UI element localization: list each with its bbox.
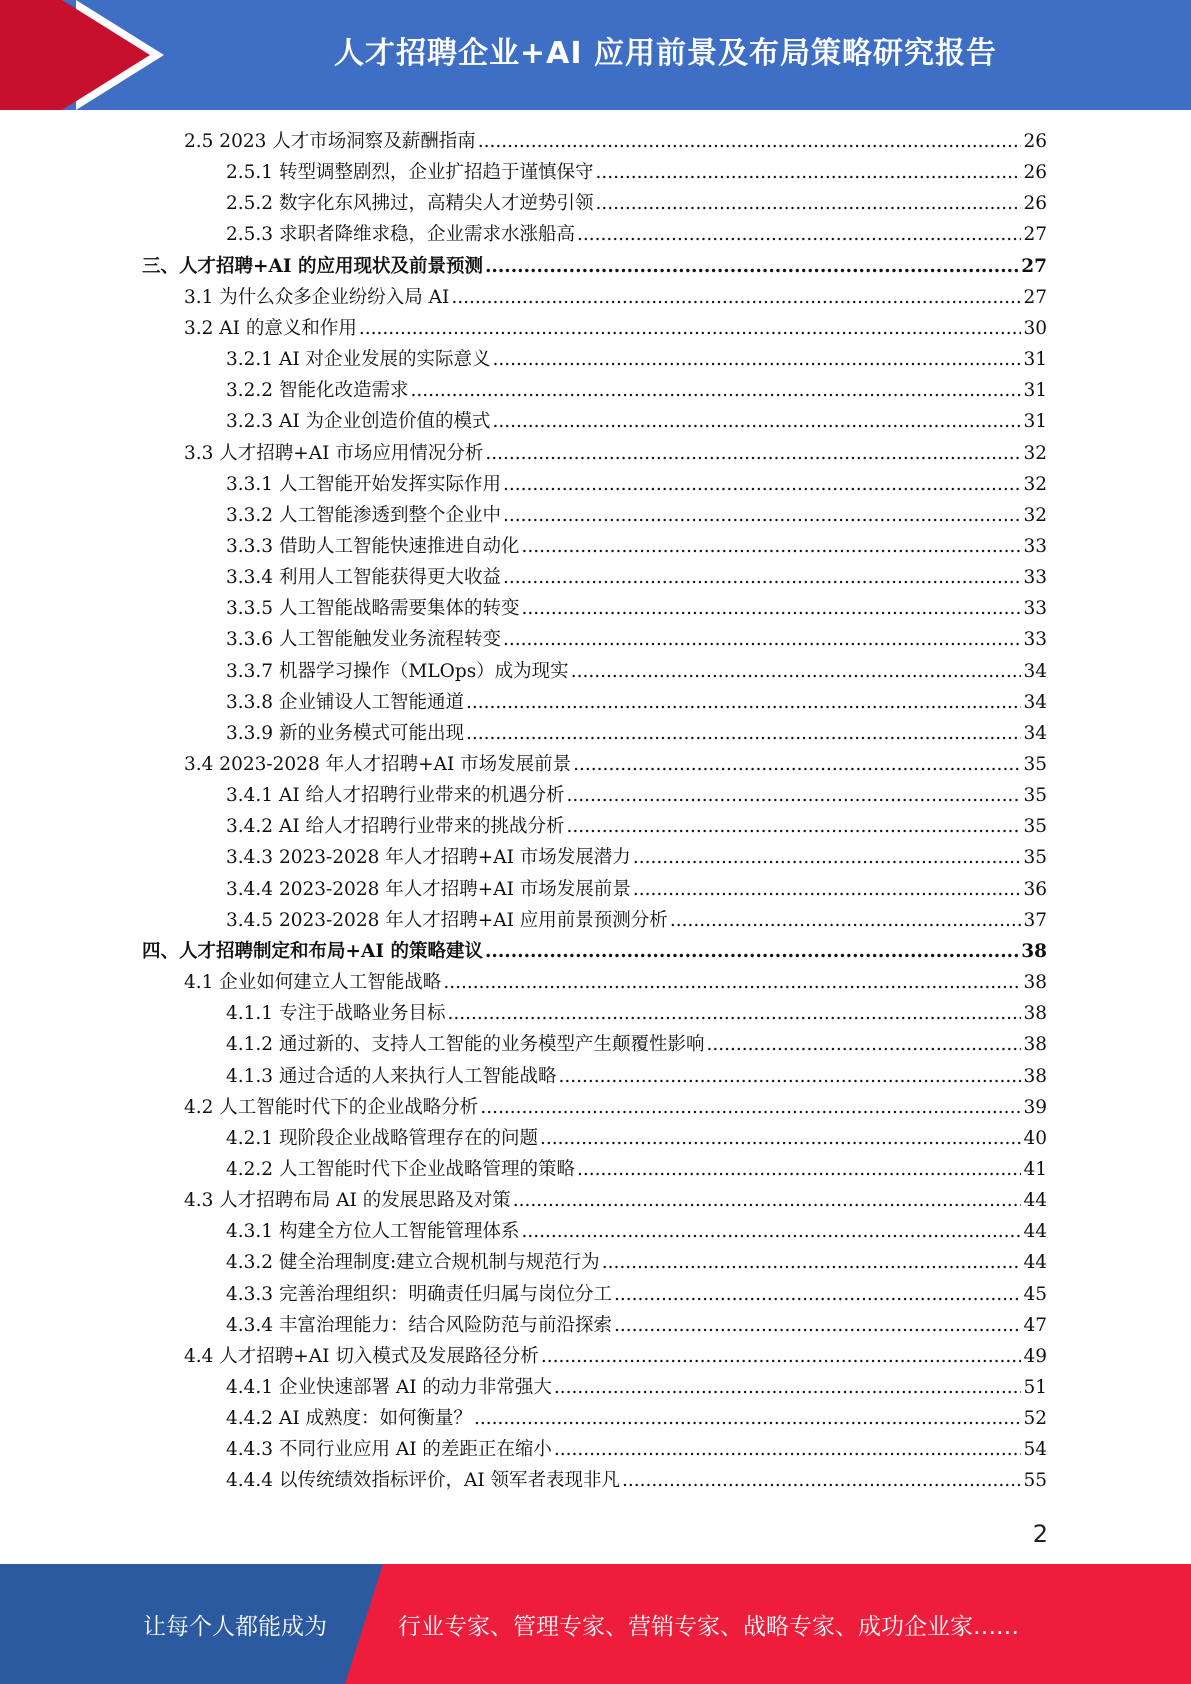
header-red-block [0, 0, 62, 110]
toc-entry[interactable] [142, 936, 1047, 967]
toc-leader-dots [474, 1403, 1021, 1434]
toc-entry-page: 35 [1023, 785, 1047, 807]
toc-entry[interactable] [226, 1279, 1047, 1310]
toc-entry-title: 2.5 2023 人才市场洞察及薪酬指南 [184, 131, 476, 152]
toc-leader-dots [521, 1216, 1021, 1247]
page-header [0, 0, 1191, 110]
toc-leader-dots [577, 1154, 1021, 1185]
toc-entry[interactable] [226, 157, 1047, 188]
toc-entry-title: 3.2.2 智能化改造需求 [226, 380, 409, 402]
toc-entry-page: 32 [1023, 442, 1047, 464]
toc-entry-title: 3.3 人才招聘+AI 市场应用情况分析 [184, 442, 484, 464]
toc-entry-title: 4.4 人才招聘+AI 切入模式及发展路径分析 [184, 1345, 539, 1367]
toc-entry-page: 35 [1023, 754, 1047, 775]
toc-entry-page: 37 [1023, 909, 1047, 931]
toc-leader-dots [503, 624, 1021, 655]
toc-leader-dots [359, 313, 1022, 344]
toc-entry-page: 38 [1023, 972, 1047, 994]
toc-leader-dots [513, 1185, 1022, 1216]
toc-entry[interactable] [226, 624, 1047, 655]
toc-entry[interactable] [226, 375, 1047, 406]
toc-entry-page: 54 [1023, 1439, 1047, 1461]
toc-entry-title: 3.3.3 借助人工智能快速推进自动化 [226, 535, 520, 557]
toc-entry-title: 4.1.1 专注于战略业务目标 [226, 1003, 446, 1025]
toc-entry[interactable] [226, 842, 1047, 873]
toc-entry[interactable] [226, 531, 1047, 562]
toc-entry-title: 4.1.2 通过新的、支持人工智能的业务模型产生颠覆性影响 [226, 1034, 705, 1056]
toc-leader-dots [503, 500, 1021, 531]
toc-leader-dots [558, 1061, 1021, 1092]
footer-slogan-right: 行业专家、管理专家、营销专家、战略专家、成功企业家…… [398, 1613, 1019, 1640]
toc-entry-title: 3.2.1 AI 对企业发展的实际意义 [226, 349, 491, 371]
toc-entry[interactable] [142, 251, 1047, 282]
toc-entry-title: 3.3.8 企业铺设人工智能通道 [226, 691, 464, 713]
toc-entry-page: 35 [1023, 847, 1047, 869]
toc-entry-page: 34 [1023, 691, 1047, 713]
toc-entry-page: 51 [1023, 1377, 1047, 1398]
toc-leader-dots [577, 219, 1021, 250]
toc-entry[interactable] [184, 126, 1047, 157]
page-number: 2 [1032, 1520, 1048, 1548]
toc-entry-page: 40 [1023, 1127, 1047, 1149]
toc-entry-title: 4.1 企业如何建立人工智能战略 [184, 972, 442, 994]
toc-entry[interactable] [226, 188, 1047, 219]
toc-leader-dots [573, 749, 1021, 780]
toc-entry-title: 3.4.2 AI 给人才招聘行业带来的挑战分析 [226, 816, 565, 838]
toc-leader-dots [614, 1310, 1021, 1341]
toc-entry-title: 4.3.4 丰富治理能力：结合风险防范与前沿探索 [226, 1314, 612, 1336]
toc-entry[interactable] [226, 718, 1047, 749]
toc-entry[interactable] [184, 438, 1047, 469]
toc-entry-page: 35 [1023, 816, 1047, 838]
toc-leader-dots [485, 936, 1019, 967]
toc-entry-title: 四、人才招聘制定和布局+AI 的策略建议 [142, 940, 483, 962]
toc-entry-page: 55 [1023, 1470, 1047, 1492]
toc-entry-page: 31 [1023, 380, 1047, 402]
toc-entry-title: 3.2 AI 的意义和作用 [184, 317, 357, 339]
toc-leader-dots [466, 718, 1021, 749]
toc-entry[interactable] [184, 313, 1047, 344]
toc-entry-title: 4.4.2 AI 成熟度：如何衡量？ [226, 1408, 473, 1430]
toc-entry-title: 4.3 人才招聘布局 AI 的发展思路及对策 [184, 1190, 511, 1212]
toc-entry[interactable] [184, 282, 1047, 313]
toc-leader-dots [571, 656, 1022, 687]
toc-entry-page: 41 [1023, 1158, 1047, 1180]
toc-entry[interactable] [226, 1434, 1047, 1465]
toc-leader-dots [540, 1123, 1021, 1154]
toc-entry[interactable] [226, 1310, 1047, 1341]
toc-leader-dots [541, 1341, 1022, 1372]
toc-entry-title: 3.4.1 AI 给人才招聘行业带来的机遇分析 [226, 785, 565, 807]
toc-leader-dots [521, 593, 1021, 624]
toc-entry[interactable] [226, 998, 1047, 1029]
toc-leader-dots [478, 126, 1022, 157]
toc-entry-page: 36 [1023, 878, 1047, 900]
toc-entry[interactable] [226, 1247, 1047, 1278]
toc-entry[interactable] [184, 749, 1047, 780]
toc-entry-title: 4.1.3 通过合适的人来执行人工智能战略 [226, 1065, 557, 1087]
toc-entry-title: 4.2 人工智能时代下的企业战略分析 [184, 1096, 479, 1118]
toc-leader-dots [602, 1247, 1022, 1278]
toc-entry-page: 30 [1023, 317, 1047, 339]
toc-entry-title: 3.4.5 2023-2028 年人才招聘+AI 应用前景预测分析 [226, 909, 668, 931]
toc-entry[interactable] [226, 469, 1047, 500]
toc-entry-page: 33 [1023, 535, 1047, 557]
toc-entry-title: 3.1 为什么众多企业纷纷入局 AI [184, 286, 450, 308]
toc-entry-page: 38 [1023, 1065, 1047, 1087]
toc-leader-dots [614, 1279, 1021, 1310]
toc-entry-page: 32 [1023, 504, 1047, 526]
toc-entry-title: 3.3.1 人工智能开始发挥实际作用 [226, 473, 501, 495]
toc-entry-page: 45 [1023, 1283, 1047, 1305]
toc-entry[interactable] [226, 656, 1047, 687]
toc-entry-title: 4.2.1 现阶段企业战略管理存在的问题 [226, 1127, 538, 1149]
toc-entry-title: 4.2.2 人工智能时代下企业战略管理的策略 [226, 1158, 575, 1180]
toc-entry-title: 4.4.3 不同行业应用 AI 的差距正在缩小 [226, 1439, 552, 1461]
toc-leader-dots [480, 1092, 1021, 1123]
toc-entry-title: 3.3.7 机器学习操作（MLOps）成为现实 [226, 660, 569, 682]
toc-entry[interactable] [226, 780, 1047, 811]
toc-entry[interactable] [184, 1092, 1047, 1123]
toc-entry-page: 27 [1023, 286, 1047, 308]
toc-leader-dots [521, 531, 1021, 562]
toc-entry[interactable] [226, 1061, 1047, 1092]
toc-leader-dots [670, 905, 1022, 936]
toc-leader-dots [466, 687, 1021, 718]
toc-entry-page: 38 [1021, 940, 1047, 962]
toc-entry-title: 2.5.2 数字化东风拂过，高精尖人才逆势引领 [226, 193, 594, 215]
toc-entry[interactable] [226, 344, 1047, 375]
toc-entry[interactable] [226, 1029, 1047, 1060]
toc-entry[interactable] [184, 1341, 1047, 1372]
toc-entry[interactable] [184, 1185, 1047, 1216]
toc-entry[interactable] [226, 1154, 1047, 1185]
toc-entry-page: 31 [1023, 411, 1047, 433]
toc-entry-title: 4.3.2 健全治理制度:建立合规机制与规范行为 [226, 1252, 600, 1274]
toc-entry-title: 4.4.4 以传统绩效指标评价，AI 领军者表现非凡 [226, 1470, 621, 1492]
toc-leader-dots [554, 1372, 1022, 1403]
footer-blue-slant [345, 1564, 383, 1684]
toc-entry-title: 2.5.1 转型调整剧烈，企业扩招趋于谨慎保守 [226, 162, 594, 184]
toc-entry-page: 38 [1023, 1034, 1047, 1056]
toc-leader-dots [493, 344, 1022, 375]
toc-leader-dots [451, 282, 1021, 313]
toc-leader-dots [503, 562, 1021, 593]
toc-entry-page: 33 [1023, 629, 1047, 651]
toc-entry-title: 3.3.5 人工智能战略需要集体的转变 [226, 598, 520, 620]
toc-entry-page: 26 [1023, 193, 1047, 215]
toc-entry-page: 32 [1023, 473, 1047, 495]
toc-entry[interactable] [226, 562, 1047, 593]
toc-leader-dots [567, 780, 1022, 811]
toc-entry-title: 3.3.9 新的业务模式可能出现 [226, 722, 464, 744]
toc-leader-dots [443, 967, 1021, 998]
toc-entry-page: 49 [1023, 1345, 1047, 1367]
toc-entry-page: 27 [1021, 255, 1047, 277]
toc-entry[interactable] [226, 500, 1047, 531]
toc-entry-page: 44 [1023, 1252, 1047, 1274]
toc-leader-dots [567, 811, 1022, 842]
toc-entry[interactable] [226, 1372, 1047, 1403]
toc-entry-title: 3.3.6 人工智能触发业务流程转变 [226, 629, 501, 651]
toc-entry[interactable] [226, 905, 1047, 936]
toc-leader-dots [595, 157, 1021, 188]
toc-entry-title: 4.3.3 完善治理组织：明确责任归属与岗位分工 [226, 1283, 612, 1305]
toc-entry-page: 31 [1023, 349, 1047, 371]
toc-entry-title: 3.2.3 AI 为企业创造价值的模式 [226, 411, 491, 433]
toc-leader-dots [595, 188, 1021, 219]
toc-entry[interactable] [226, 1403, 1047, 1434]
toc-entry-title: 4.4.1 企业快速部署 AI 的动力非常强大 [226, 1377, 552, 1398]
toc-entry-page: 26 [1023, 131, 1047, 152]
toc-leader-dots [633, 874, 1022, 905]
header-red-chevron [62, 0, 150, 110]
toc-leader-dots [706, 1029, 1021, 1060]
footer-slogan-left: 让每个人都能成为 [143, 1613, 327, 1640]
toc-leader-dots [633, 842, 1022, 873]
toc-entry-title: 3.3.2 人工智能渗透到整个企业中 [226, 504, 501, 526]
toc-entry[interactable] [226, 874, 1047, 905]
toc-entry-title: 3.4 2023-2028 年人才招聘+AI 市场发展前景 [184, 754, 572, 775]
toc-entry-page: 52 [1023, 1408, 1047, 1430]
toc-entry-page: 44 [1023, 1190, 1047, 1212]
toc-leader-dots [447, 998, 1021, 1029]
toc-entry[interactable] [226, 593, 1047, 624]
toc-entry-title: 2.5.3 求职者降维求稳，企业需求水涨船高 [226, 224, 575, 246]
toc-entry-page: 34 [1023, 722, 1047, 744]
toc-leader-dots [554, 1434, 1022, 1465]
toc-leader-dots [503, 469, 1021, 500]
page-footer [0, 1564, 1191, 1684]
toc-leader-dots [410, 375, 1021, 406]
toc-entry[interactable] [226, 687, 1047, 718]
toc-leader-dots [485, 438, 1021, 469]
toc-entry[interactable] [226, 1465, 1047, 1496]
toc-entry-page: 33 [1023, 598, 1047, 620]
toc-entry-page: 38 [1023, 1003, 1047, 1025]
toc-entry-page: 39 [1023, 1096, 1047, 1118]
toc-entry-title: 4.3.1 构建全方位人工智能管理体系 [226, 1221, 520, 1243]
toc-leader-dots [493, 406, 1022, 437]
toc-entry-page: 34 [1023, 660, 1047, 682]
toc-entry-page: 26 [1023, 162, 1047, 184]
report-title: 人才招聘企业+AI 应用前景及布局策略研究报告 [334, 36, 997, 71]
toc-leader-dots [485, 251, 1019, 282]
toc-leader-dots [622, 1465, 1021, 1496]
toc-entry[interactable] [184, 967, 1047, 998]
toc-entry[interactable] [226, 811, 1047, 842]
toc-entry-page: 44 [1023, 1221, 1047, 1243]
toc-entry-title: 3.4.3 2023-2028 年人才招聘+AI 市场发展潜力 [226, 847, 631, 869]
toc-entry-page: 47 [1023, 1314, 1047, 1336]
toc-entry[interactable] [226, 1123, 1047, 1154]
toc-entry-page: 33 [1023, 567, 1047, 589]
toc-entry[interactable] [226, 406, 1047, 437]
toc-entry-title: 三、人才招聘+AI 的应用现状及前景预测 [142, 255, 483, 277]
toc-entry-title: 3.4.4 2023-2028 年人才招聘+AI 市场发展前景 [226, 878, 631, 900]
toc-entry-title: 3.3.4 利用人工智能获得更大收益 [226, 567, 501, 589]
toc-entry[interactable] [226, 1216, 1047, 1247]
toc-entry-page: 27 [1023, 224, 1047, 246]
toc-entry[interactable] [226, 219, 1047, 250]
